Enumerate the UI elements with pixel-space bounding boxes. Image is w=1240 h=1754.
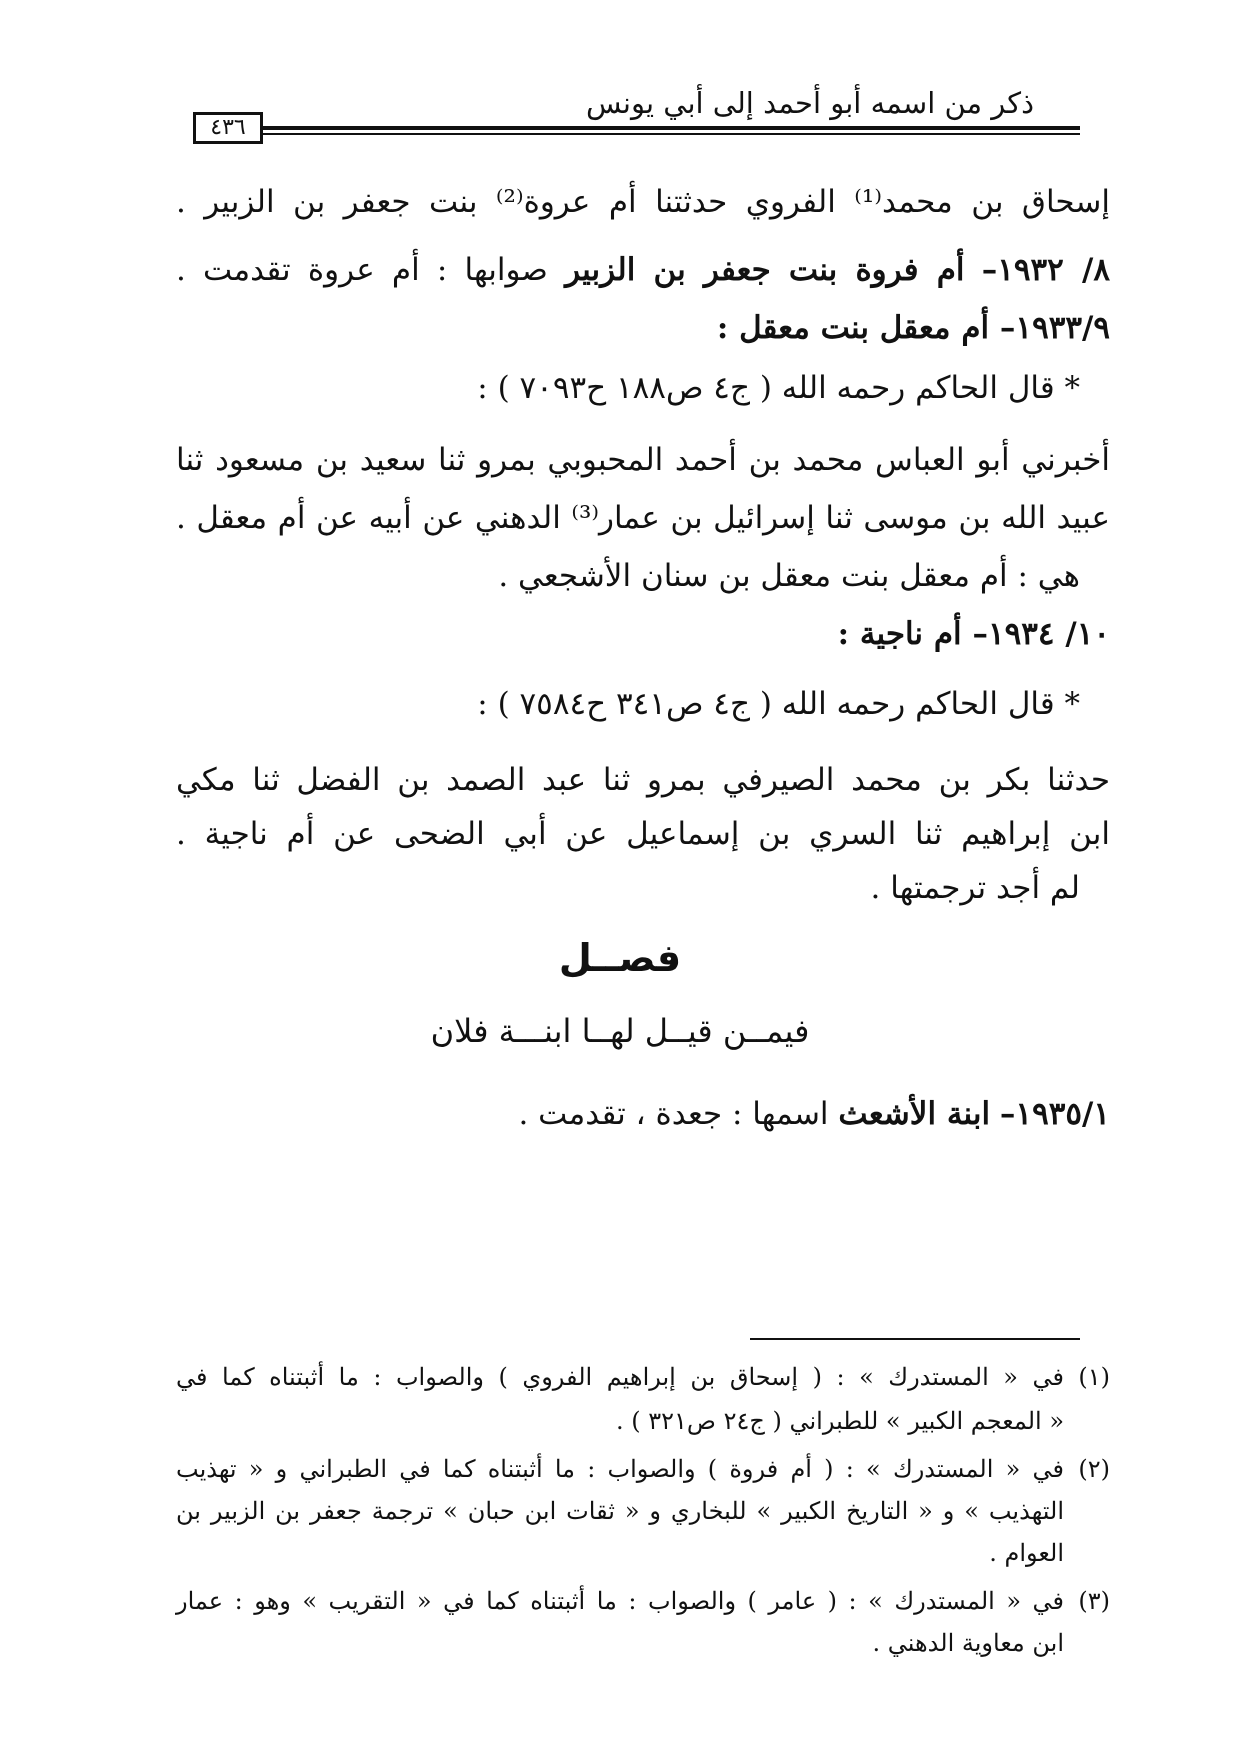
footnote-2-cont: التهذيب » و « التاريخ الكبير » للبخاري و « ثقات ابن حبان » ترجمة جعفر بن الزبير بن: [176, 1497, 1064, 1525]
entry-1932: [176, 250, 1110, 290]
footnote-3: [176, 1584, 1110, 1618]
footnote-text: في « المستدرك » : ( أم فروة ) والصواب : ما أثبتناه كما في الطبراني و « تهذيب: [176, 1455, 1064, 1483]
footnote-1: [176, 1360, 1110, 1394]
text-line-1: إسحاق بن محمد⁽¹⁾ الفروي حدثتنا أم عروة⁽²⁾ بنت جعفر بن الزبير .: [176, 184, 1111, 220]
text-line-12: لم أجد ترجمتها .: [870, 870, 1080, 906]
footnote-1-cont: « المعجم الكبير » للطبراني ( ج٢٤ ص٣٢١ ) .: [616, 1407, 1064, 1435]
header-rule-thin: [262, 133, 1080, 135]
text-line-7: هي : أم معقل بنت معقل بن سنان الأشجعي .: [498, 558, 1080, 594]
entry-heading: ابنة الأشعث: [838, 1096, 991, 1132]
entry-number: ٨/ ١٩٣٢–: [981, 252, 1110, 288]
footnote-2: [176, 1452, 1110, 1486]
page-number-box: ٤٣٦: [193, 112, 263, 144]
entry-number: ١٩٣٥/١–: [999, 1096, 1110, 1132]
footnote-number: (٢): [1078, 1455, 1110, 1483]
header-rule: [262, 126, 1080, 130]
footnote-text: في « المستدرك » : ( إسحاق بن إبراهيم الفروي ) والصواب : ما أثبتناه كما في: [176, 1363, 1064, 1391]
text-line-5: أخبرني أبو العباس محمد بن أحمد المحبوبي بمرو ثنا سعيد بن مسعود ثنا: [176, 442, 1110, 478]
entry-1933-heading: ١٩٣٣/٩– أم معقل بنت معقل :: [716, 310, 1110, 346]
entry-1935: [518, 1094, 1110, 1134]
entry-text: اسمها : جعدة ، تقدمت .: [518, 1096, 829, 1132]
citation-line-2: * قال الحاكم رحمه الله ( ج٤ ص٣٤١ ح٧٥٨٤ ) :: [477, 686, 1080, 722]
citation-line-1: * قال الحاكم رحمه الله ( ج٤ ص١٨٨ ح٧٠٩٣ ) :: [477, 370, 1080, 406]
entry-text: صوابها : أم عروة تقدمت .: [176, 252, 548, 288]
footnote-divider: [750, 1338, 1080, 1340]
entry-1934-heading: ١٠/ ١٩٣٤– أم ناجية :: [837, 616, 1110, 652]
footnote-text: في « المستدرك » : ( عامر ) والصواب : ما أثبتناه كما في « التقريب » وهو : عمار: [176, 1587, 1064, 1615]
section-subtitle: فيمــن قيــل لهــا ابنـــة فلان: [430, 1012, 810, 1050]
footnote-3-cont: ابن معاوية الدهني .: [872, 1629, 1064, 1657]
text-line-11: ابن إبراهيم ثنا السري بن إسماعيل عن أبي الضحى عن أم ناجية .: [176, 816, 1110, 852]
text-line-10: حدثنا بكر بن محمد الصيرفي بمرو ثنا عبد الصمد بن الفضل ثنا مكي: [176, 762, 1110, 798]
text-line-6: عبيد الله بن موسى ثنا إسرائيل بن عمار⁽³⁾ الدهني عن أبيه عن أم معقل .: [176, 500, 1111, 536]
footnote-number: (١): [1078, 1363, 1110, 1391]
footnote-2-cont2: العوام .: [989, 1539, 1064, 1567]
section-title: فصــل: [558, 936, 682, 980]
entry-heading: أم فروة بنت جعفر بن الزبير: [565, 252, 965, 288]
running-header-title: ذكر من اسمه أبو أحمد إلى أبي يونس: [585, 86, 1035, 120]
footnote-number: (٣): [1078, 1587, 1110, 1615]
